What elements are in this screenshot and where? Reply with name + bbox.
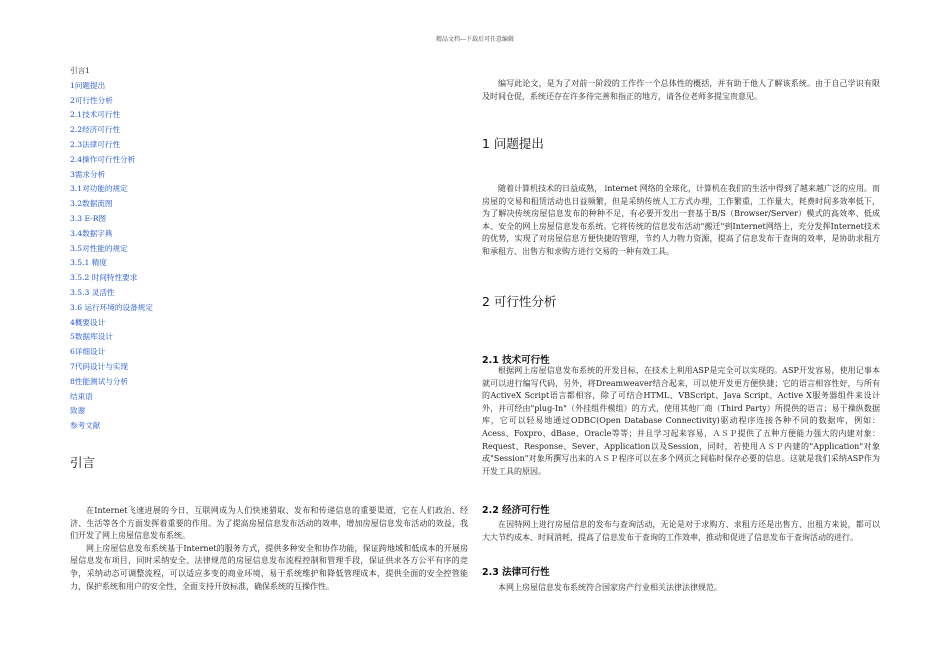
toc-item[interactable]: 结束语 [70,391,93,401]
section-1-paragraph: 随着计算机技术的日益成熟， internet 网络的全球化，计算机在我们的生活中得到了越来越广泛的应用。而房屋的交易和租赁活动也日益频繁，但是采纳传统人工方式办理，工作繁重，工作量大，耗费时间多效率低下，为了解决传统房屋信息发布的种种不足，有必要开发出一套基于B/S（Browser/Server）模式的高效率、低成本、安全的网上房屋信息发布系统。它将传统的信息发布活动"搬迁"到Internet网络上，充分发挥Internet技术的优势，实现了对房屋信息方便快捷的管理，节约人力物力资源，提高了信息发布于查询的效率，是协助求租方和承租方、出售方和求购方进行交易的一种有效工具。 [482,184,880,256]
toc-item[interactable]: 2.2经济可行性 [70,125,121,135]
toc-item[interactable]: 7代码设计与实现 [70,361,128,371]
toc-item[interactable]: 3.2数据流图 [70,199,113,209]
toc-item[interactable]: 致谢 [70,406,86,416]
toc-item[interactable]: 4概要设计 [70,317,106,327]
toc-item[interactable]: 3.5.3 灵活性 [70,287,115,297]
toc-item[interactable]: 2.4操作可行性分析 [70,154,136,164]
preface-body [482,78,880,103]
toc-item[interactable]: 2.3法律可行性 [70,139,121,149]
toc-item: 引言1 [70,66,91,75]
toc-item[interactable]: 3需求分析 [70,169,106,179]
intro-heading: 引言 [70,455,96,470]
section-1-body [482,183,880,259]
intro-paragraph-1: 在Internet飞速进展的今日，互联网成为人们快速猎取、发布和传递信息的重要渠道，它在人们政治、经济、生活等各个方面发挥着重要的作用。为了提高房屋信息发布活动的效率，增加房屋信息发布活动的效益，我们开发了网上房屋信息发布系统。 [70,506,468,541]
toc-item[interactable]: 5数据库设计 [70,332,113,342]
section-2-2-body [482,519,880,544]
section-2-heading: 2 可行性分析 [482,294,557,309]
section-2-1-paragraph: 根据网上房屋信息发布系统的开发目标，在技术上利用ASP是完全可以实现的。ASP开发容易，使用记事本就可以进行编写代码，另外，将Dreamweaver结合起来，可以使开发更方便快捷；它的语言相容性好，与所有的ActiveX Script语言都相容，除了可结合HTML、VBScript、Java Script、Active X服务器组件来设计外，并可经由"plug-In"（外挂组件模组）的方式，使用其他厂商（Third Party）所提供的语言；易于操纵数据库，它可以轻易地通过ODBC(Open Database Connectivity)驱动程序连接各种不同的数据库，例如：Acess、Foxpro、dBase、Oracle等等；并且学习起来容易，ＡＳＰ提供了五种方便能力强大的内建对象：Request、Response、Sever、Application以及Session，同时，若使用ＡＳＰ内建的"Application"对象或"Session"对象所撰写出来的ＡＳＰ程序可以在多个网页之间临时保存必要的信息。这就是我们采纳ASP作为开发工具的原因。 [482,366,880,476]
toc-item[interactable]: 3.6 运行环境的设备规定 [70,302,153,312]
section-2-2-heading: 2.2 经济可行性 [482,505,550,516]
toc-item[interactable]: 3.5对性能的规定 [70,243,128,253]
section-2-3-paragraph: 本网上房屋信息发布系统符合国家房产行业相关法律法律规范。 [498,583,722,592]
intro-body [70,505,468,593]
toc-item[interactable]: 8性能测试与分析 [70,376,128,386]
section-2-1-heading: 2.1 技术可行性 [482,355,550,366]
toc-item[interactable]: 3.4数据字典 [70,228,113,238]
preface-paragraph: 编写此论文，是为了对前一阶段的工作作一个总体性的概括，并有助于他人了解该系统。由于自己学识有限及时间仓促，系统还存在许多待完善和指正的地方，请各位老师多提宝贵意见。 [482,79,880,101]
section-1-heading: 1 问题提出 [482,136,544,151]
toc-item[interactable]: 1问题提出 [70,80,106,90]
section-2-3-body [482,582,880,595]
toc-item[interactable]: 参考文献 [70,421,101,431]
section-2-3-heading: 2.3 法律可行性 [482,567,550,578]
table-of-contents [70,64,410,434]
toc-item[interactable]: 3.3 E-R图 [70,213,107,223]
toc-item[interactable]: 2可行性分析 [70,95,113,105]
page-header: 精品文档---下载后可任意编辑 [435,36,515,43]
toc-item[interactable]: 3.5.1 精度 [70,258,107,268]
toc-item[interactable]: 3.1对功能的规定 [70,184,128,194]
toc-item[interactable]: 6详细设计 [70,347,106,357]
toc-item[interactable]: 3.5.2 时间特性要求 [70,273,138,283]
intro-paragraph-2: 网上房屋信息发布系统基于Internet的服务方式，提供多种安全和协作功能，保证跨地域和低成本的开展房屋信息发布项目，同时采纳安全、法律规范的房屋信息发布流程控制和管理手段，保证供求各方公平有序的竞争，采纳动态可调整流程，可以适应多变的商业环境，易于系统维护和降低管理成本，提供全面的安全控管能力，保护系统和用户的安全性，全面支持开放标准，确保系统的互操作性。 [70,543,468,591]
section-2-2-paragraph: 在因特网上进行房屋信息的发布与查询活动，无论是对于求购方、求租方还是出售方、出租方来说，都可以大大节约成本、时间消耗，提高了信息发布于查询的工作效率，推动和促进了信息发布于查询活动的进行。 [482,520,880,542]
toc-item[interactable]: 2.1技术可行性 [70,110,121,120]
section-2-1-body [482,365,880,478]
